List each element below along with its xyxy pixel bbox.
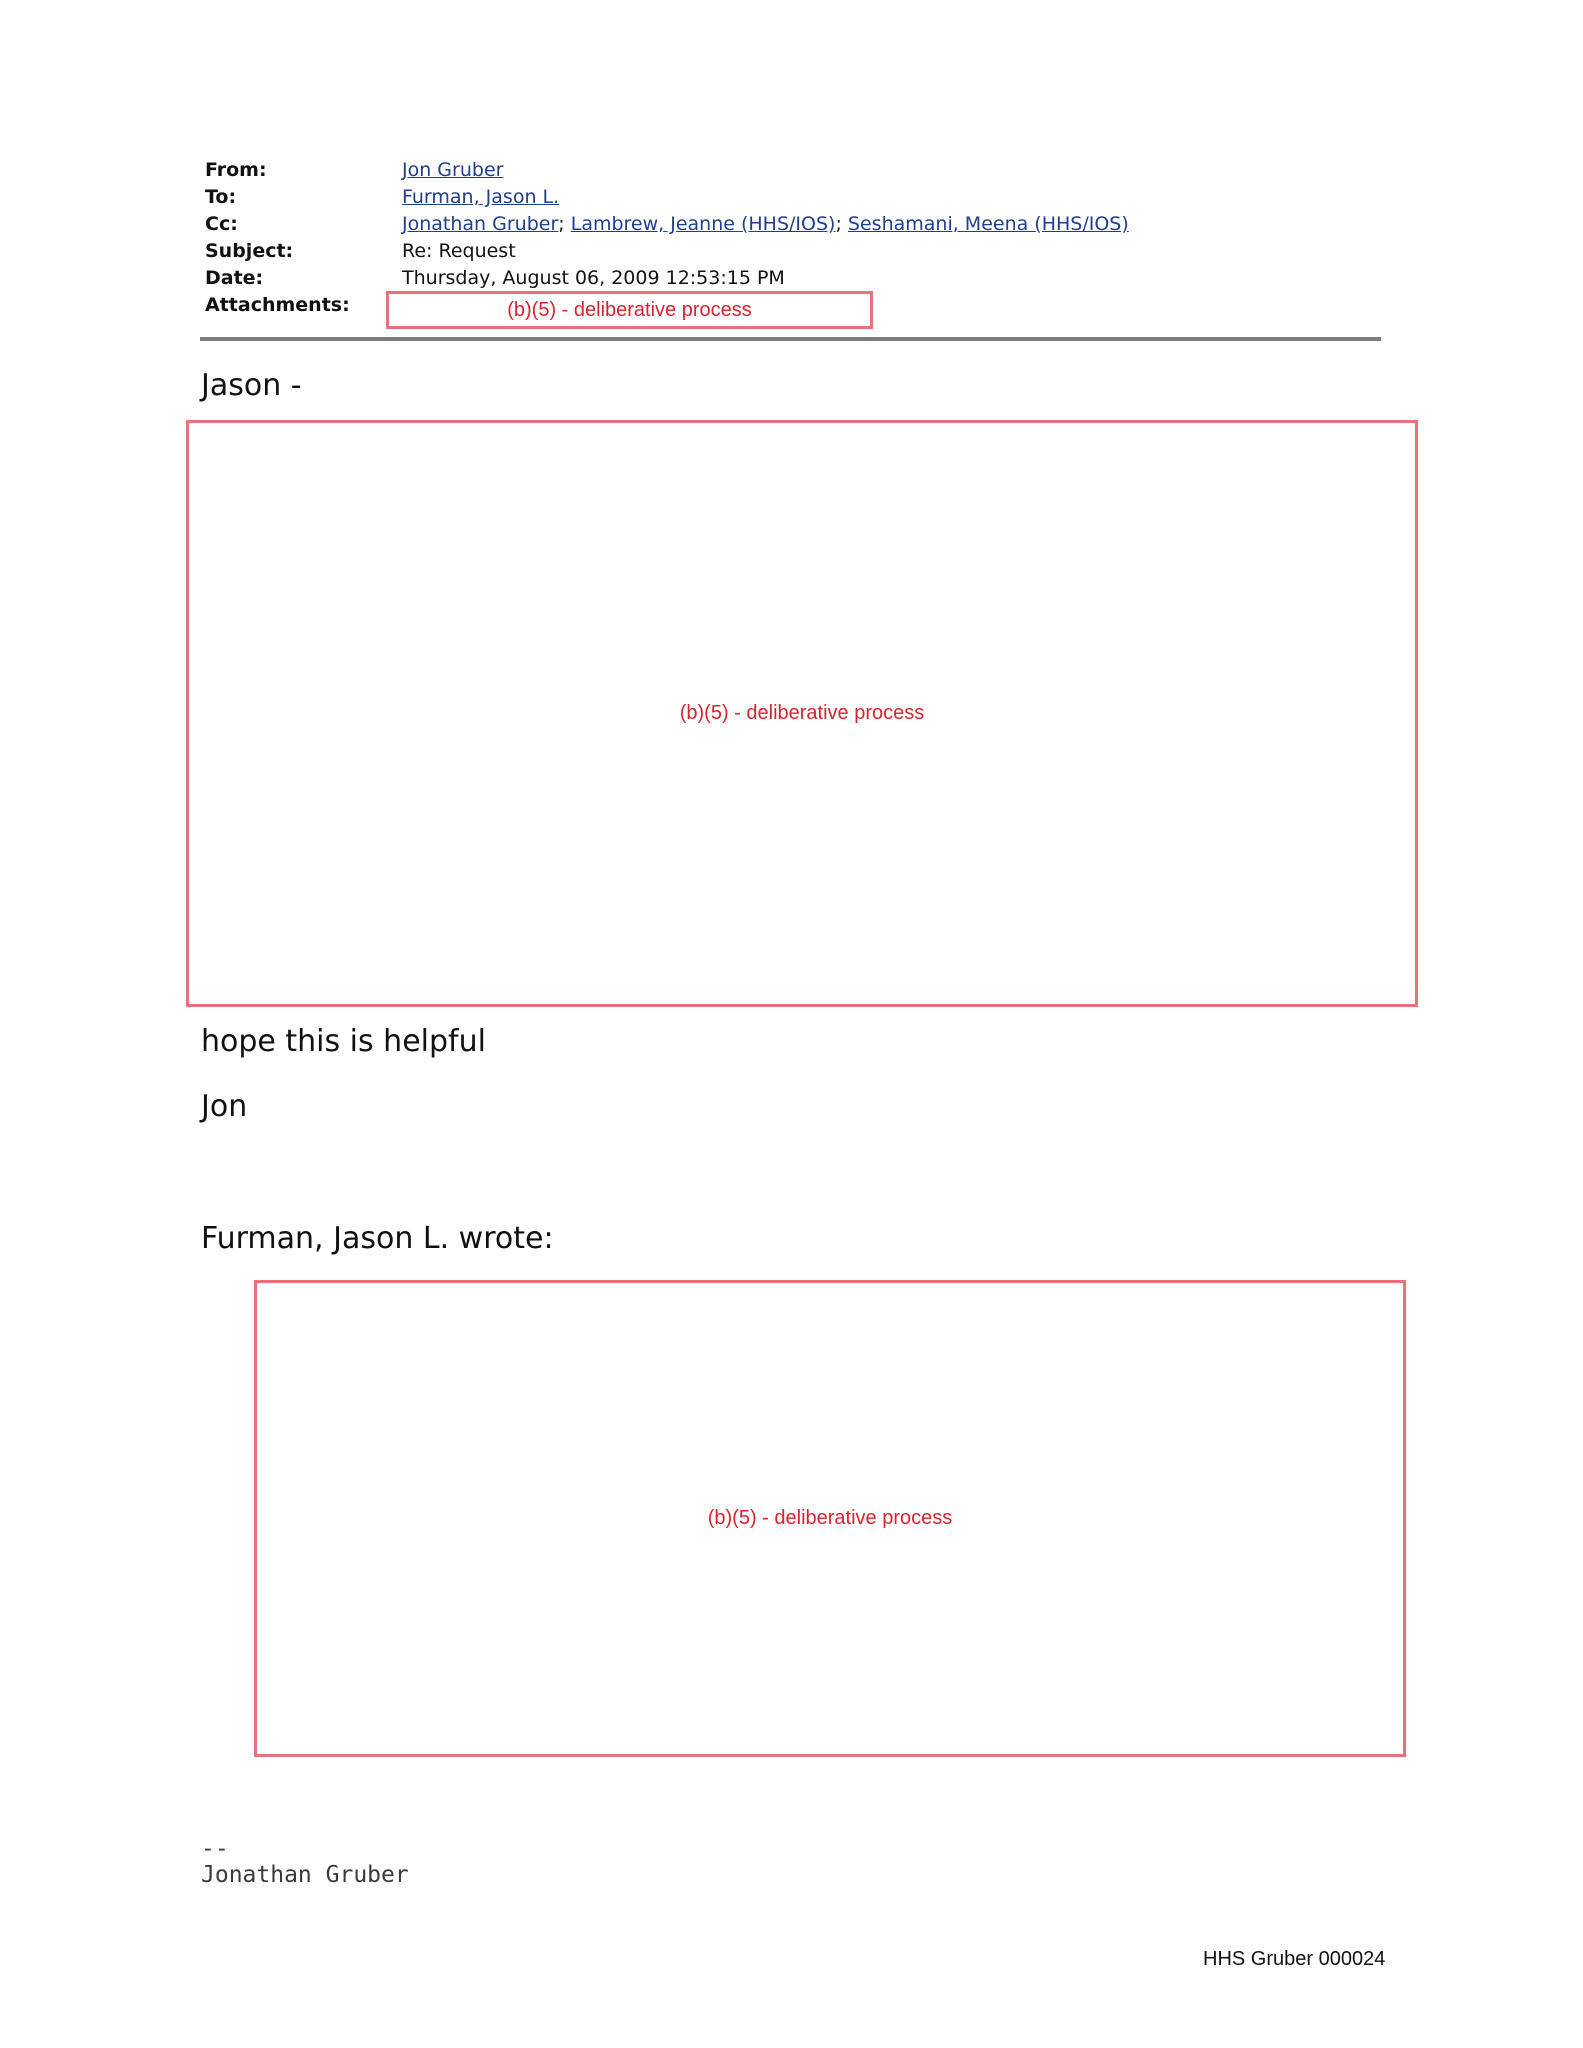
cc-link-seshamani[interactable]: Seshamani, Meena (HHS/IOS) — [847, 213, 1129, 235]
from-link[interactable]: Jon Gruber — [402, 159, 504, 181]
body-redaction-label: (b)(5) - deliberative process — [679, 702, 925, 724]
cc-values — [402, 211, 1129, 238]
date-label: Date: — [205, 267, 264, 289]
signature-name: Jonathan Gruber — [201, 1862, 409, 1888]
greeting: Jason - — [201, 368, 302, 403]
quoted-redaction-box — [254, 1280, 1406, 1757]
to-link[interactable]: Furman, Jason L. — [402, 186, 560, 208]
attachments-redaction-box — [386, 291, 873, 329]
quote-intro: Furman, Jason L. wrote: — [201, 1221, 554, 1256]
cc-link-lambrew[interactable]: Lambrew, Jeanne (HHS/IOS) — [570, 213, 836, 235]
header-divider — [200, 337, 1381, 341]
attachments-label: Attachments: — [205, 294, 350, 316]
attachments-redaction-label: (b)(5) - deliberative process — [507, 298, 752, 321]
subject-label: Subject: — [205, 240, 294, 262]
cc-separator: ; — [835, 213, 842, 235]
cc-separator: ; — [558, 213, 565, 235]
cc-link-gruber[interactable]: Jonathan Gruber — [402, 213, 559, 235]
signature-dashes: -- — [201, 1836, 229, 1862]
quoted-redaction-label: (b)(5) - deliberative process — [707, 1507, 953, 1529]
cc-label: Cc: — [205, 213, 238, 235]
bates-number: HHS Gruber 000024 — [1203, 1948, 1386, 1970]
signature: Jon — [201, 1089, 248, 1124]
closing-line: hope this is helpful — [201, 1024, 486, 1059]
from-label: From: — [205, 159, 267, 181]
subject-value: Re: Request — [402, 240, 516, 262]
body-redaction-box — [186, 420, 1418, 1007]
date-value: Thursday, August 06, 2009 12:53:15 PM — [402, 267, 785, 289]
to-label: To: — [205, 186, 237, 208]
